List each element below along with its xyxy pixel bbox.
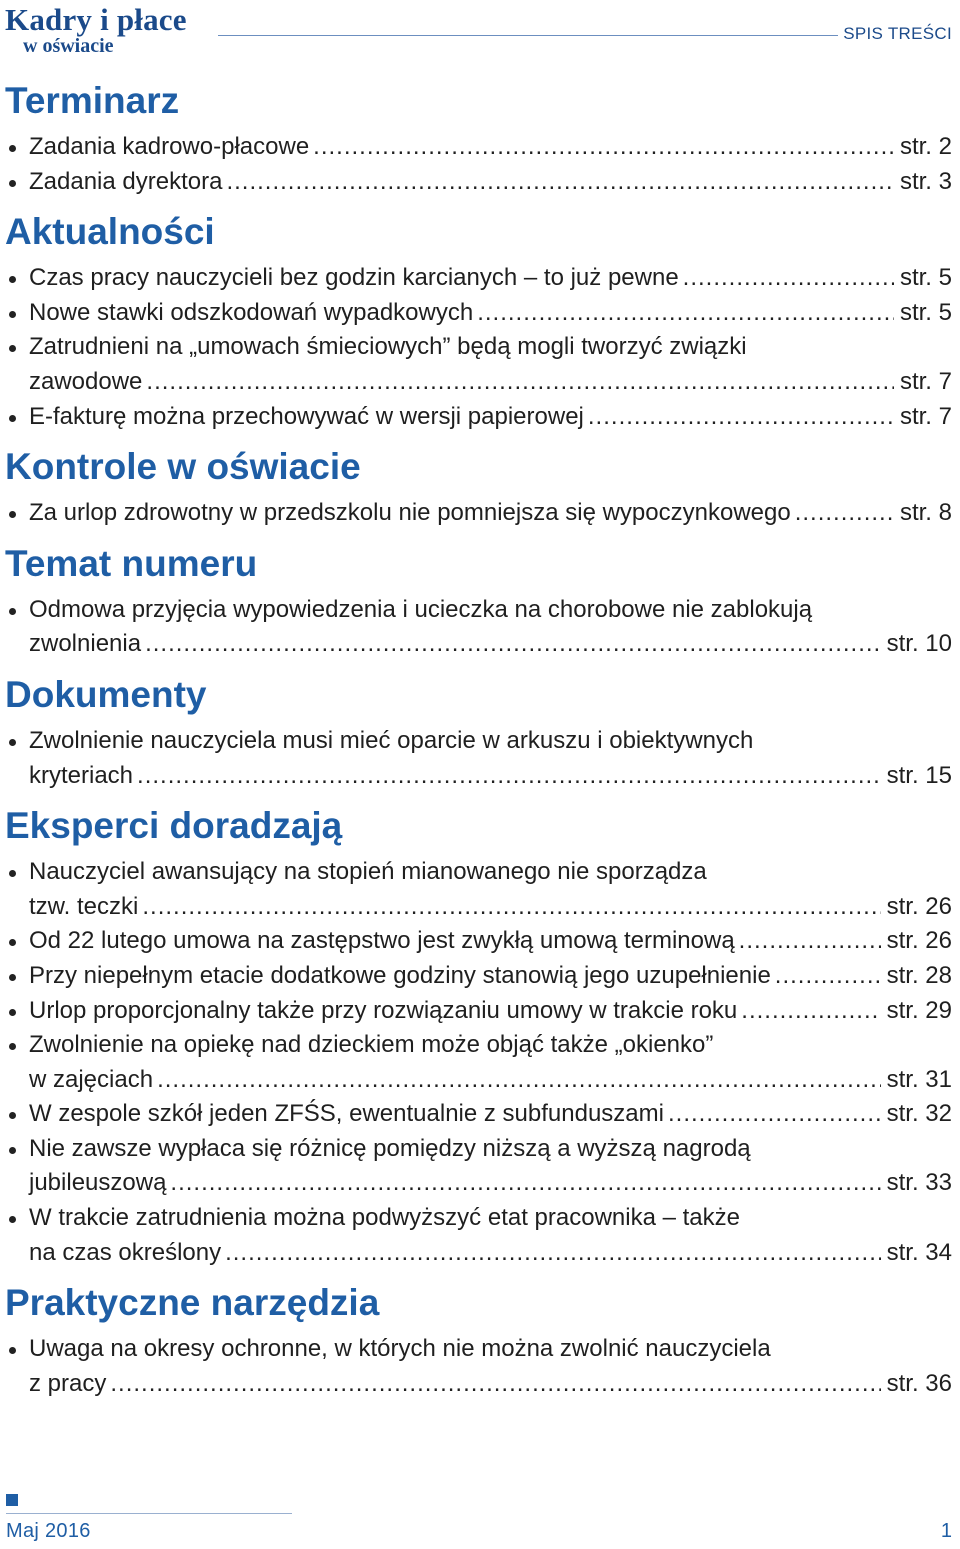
entry-final-line bbox=[29, 130, 952, 165]
bullet-icon bbox=[9, 345, 16, 352]
page-reference: str. 34 bbox=[886, 1238, 952, 1266]
page-reference: str. 2 bbox=[899, 133, 952, 160]
dot-leader bbox=[110, 1367, 880, 1402]
entry-final-line bbox=[29, 261, 952, 296]
entry-title-line: Zwolnienie na opiekę nad dzieckiem może objąć także „okienko” bbox=[29, 1031, 714, 1059]
entry-final-line bbox=[29, 1063, 952, 1098]
entry-title: z pracy bbox=[29, 1369, 107, 1397]
section-heading: Eksperci doradzają bbox=[5, 805, 343, 847]
dot-leader bbox=[795, 496, 894, 531]
toc-entry-list bbox=[0, 261, 960, 434]
page-reference: str. 5 bbox=[899, 298, 952, 326]
entry-title-line: Nauczyciel awansujący na stopień mianowanego nie sporządza bbox=[29, 858, 707, 886]
entry-title: tzw. teczki bbox=[29, 892, 139, 920]
entry-title: Przy niepełnym etacie dodatkowe godziny stanowią jego uzupełnienie bbox=[29, 961, 771, 989]
toc-entry-list bbox=[0, 855, 960, 1270]
toc-entry[interactable] bbox=[0, 165, 960, 200]
toc-entry-list bbox=[0, 130, 960, 199]
page-reference: str. 28 bbox=[886, 961, 952, 989]
bullet-icon bbox=[9, 939, 16, 946]
entry-title: Zadania dyrektora bbox=[29, 167, 223, 195]
toc-entry[interactable] bbox=[0, 1332, 960, 1401]
entry-final-line bbox=[29, 627, 952, 662]
toc-entry[interactable] bbox=[0, 330, 960, 399]
dot-leader bbox=[225, 1236, 881, 1271]
page-reference: str. 33 bbox=[886, 1169, 952, 1197]
entry-title: Za urlop zdrowotny w przedszkolu nie pomniejsza się wypoczynkowego bbox=[29, 499, 791, 527]
header-divider bbox=[218, 35, 838, 36]
bullet-icon bbox=[9, 180, 16, 187]
toc-entry[interactable] bbox=[0, 261, 960, 296]
entry-title: zwolnienia bbox=[29, 630, 142, 658]
toc-entry[interactable] bbox=[0, 959, 960, 994]
entry-title: na czas określony bbox=[29, 1238, 222, 1266]
dot-leader bbox=[683, 261, 894, 296]
bullet-icon bbox=[9, 511, 16, 518]
dot-leader bbox=[142, 890, 880, 925]
entry-final-line bbox=[29, 365, 952, 400]
toc-entry[interactable] bbox=[0, 994, 960, 1029]
entry-title-line: Odmowa przyjęcia wypowiedzenia i ucieczka na chorobowe nie zablokują bbox=[29, 595, 813, 623]
entry-title-line: Uwaga na okresy ochronne, w których nie można zwolnić nauczyciela bbox=[29, 1335, 771, 1363]
dot-leader bbox=[226, 165, 894, 200]
entry-final-line bbox=[29, 496, 952, 531]
logo-title: Kadry i płace bbox=[5, 2, 187, 37]
toc-entry[interactable] bbox=[0, 496, 960, 531]
page-reference: str. 36 bbox=[886, 1369, 952, 1397]
table-of-contents bbox=[0, 78, 960, 1411]
entry-final-line bbox=[29, 165, 952, 200]
bullet-icon bbox=[9, 145, 16, 152]
entry-title: Czas pracy nauczycieli bez godzin karcianych – to już pewne bbox=[29, 264, 679, 292]
toc-entry-list bbox=[0, 496, 960, 531]
dot-leader bbox=[157, 1063, 881, 1098]
entry-final-line bbox=[29, 1367, 952, 1402]
section-heading: Aktualności bbox=[5, 211, 215, 253]
entry-final-line bbox=[29, 400, 952, 435]
bullet-icon bbox=[9, 739, 16, 746]
entry-final-line bbox=[29, 890, 952, 925]
entry-title: W zespole szkół jeden ZFŚS, ewentualnie z subfunduszami bbox=[29, 1100, 664, 1128]
entry-title: w zajęciach bbox=[29, 1065, 154, 1093]
toc-entry[interactable] bbox=[0, 400, 960, 435]
logo-subtitle: w oświacie bbox=[23, 35, 114, 57]
entry-final-line bbox=[29, 924, 952, 959]
page-reference: str. 26 bbox=[886, 927, 952, 955]
entry-title: zawodowe bbox=[29, 367, 143, 395]
dot-leader bbox=[741, 994, 880, 1029]
dot-leader bbox=[313, 130, 894, 165]
entry-title: E-fakturę można przechowywać w wersji papierowej bbox=[29, 402, 584, 430]
page-footer bbox=[0, 1494, 960, 1549]
entry-title: Urlop proporcjonalny także przy rozwiązaniu umowy w trakcie roku bbox=[29, 996, 738, 1024]
bullet-icon bbox=[9, 1147, 16, 1154]
entry-title-line: Zwolnienie nauczyciela musi mieć oparcie w arkuszu i obiektywnych bbox=[29, 726, 754, 754]
entry-final-line bbox=[29, 759, 952, 794]
bullet-icon bbox=[9, 311, 16, 318]
toc-entry[interactable] bbox=[0, 924, 960, 959]
toc-entry[interactable] bbox=[0, 724, 960, 793]
page-reference: str. 29 bbox=[886, 996, 952, 1024]
entry-final-line bbox=[29, 296, 952, 331]
dot-leader bbox=[170, 1166, 880, 1201]
bullet-icon bbox=[9, 974, 16, 981]
page-reference: str. 15 bbox=[886, 761, 952, 789]
toc-entry-list bbox=[0, 1332, 960, 1401]
bullet-icon bbox=[9, 608, 16, 615]
toc-entry[interactable] bbox=[0, 1028, 960, 1097]
page-reference: str. 8 bbox=[899, 499, 952, 527]
page-reference: str. 32 bbox=[886, 1100, 952, 1128]
page-reference: str. 31 bbox=[886, 1065, 952, 1093]
bullet-icon bbox=[9, 415, 16, 422]
toc-entry[interactable] bbox=[0, 855, 960, 924]
dot-leader bbox=[775, 959, 881, 994]
page-header bbox=[0, 0, 960, 70]
page-reference: str. 3 bbox=[899, 167, 952, 195]
section-heading: Terminarz bbox=[5, 80, 180, 121]
bullet-icon bbox=[9, 276, 16, 283]
bullet-icon bbox=[9, 1112, 16, 1119]
section-heading: Kontrole w oświacie bbox=[5, 446, 361, 488]
bullet-icon bbox=[9, 870, 16, 877]
dot-leader bbox=[145, 627, 881, 662]
toc-entry[interactable] bbox=[0, 1201, 960, 1270]
entry-title: Zadania kadrowo-płacowe bbox=[29, 133, 310, 160]
entry-final-line bbox=[29, 1097, 952, 1132]
toc-entry-list bbox=[0, 593, 960, 662]
entry-title-line: Zatrudnieni na „umowach śmieciowych” będą mogli tworzyć związki bbox=[29, 333, 747, 361]
bullet-icon bbox=[9, 1043, 16, 1050]
section-heading: Dokumenty bbox=[5, 673, 207, 715]
entry-final-line bbox=[29, 994, 952, 1029]
entry-title-line: W trakcie zatrudnienia można podwyższyć etat pracownika – także bbox=[29, 1204, 740, 1232]
page-reference: str. 5 bbox=[899, 264, 952, 292]
entry-final-line bbox=[29, 1236, 952, 1271]
issue-date: Maj 2016 bbox=[6, 1520, 91, 1542]
publication-logo bbox=[5, 4, 187, 56]
toc-entry[interactable] bbox=[0, 1132, 960, 1201]
page-reference: str. 7 bbox=[899, 402, 952, 430]
toc-entry[interactable] bbox=[0, 593, 960, 662]
section-label: SPIS TREŚCI bbox=[843, 24, 952, 43]
entry-final-line bbox=[29, 1166, 952, 1201]
toc-entry[interactable] bbox=[0, 1097, 960, 1132]
page-reference: str. 26 bbox=[886, 892, 952, 920]
footer-divider bbox=[6, 1513, 292, 1514]
dot-leader bbox=[137, 759, 881, 794]
section-heading: Praktyczne narzędzia bbox=[5, 1282, 380, 1324]
section-heading: Temat numeru bbox=[5, 542, 258, 584]
entry-title: jubileuszową bbox=[29, 1169, 167, 1197]
toc-entry[interactable] bbox=[0, 130, 960, 165]
dot-leader bbox=[668, 1097, 881, 1132]
toc-entry[interactable] bbox=[0, 296, 960, 331]
page-number: 1 bbox=[940, 1520, 952, 1542]
dot-leader bbox=[739, 924, 881, 959]
footer-square-mark bbox=[6, 1494, 18, 1506]
page-reference: str. 7 bbox=[899, 367, 952, 395]
entry-final-line bbox=[29, 959, 952, 994]
dot-leader bbox=[588, 400, 894, 435]
dot-leader bbox=[477, 296, 894, 331]
entry-title-line: Nie zawsze wypłaca się różnicę pomiędzy niższą a wyższą nagrodą bbox=[29, 1134, 751, 1162]
bullet-icon bbox=[9, 1009, 16, 1016]
entry-title: Od 22 lutego umowa na zastępstwo jest zwykłą umową terminową bbox=[29, 927, 735, 955]
toc-entry-list bbox=[0, 724, 960, 793]
dot-leader bbox=[146, 365, 894, 400]
page-reference: str. 10 bbox=[886, 630, 952, 658]
bullet-icon bbox=[9, 1347, 16, 1354]
bullet-icon bbox=[9, 1216, 16, 1223]
entry-title: Nowe stawki odszkodowań wypadkowych bbox=[29, 298, 474, 326]
entry-title: kryteriach bbox=[29, 761, 134, 789]
